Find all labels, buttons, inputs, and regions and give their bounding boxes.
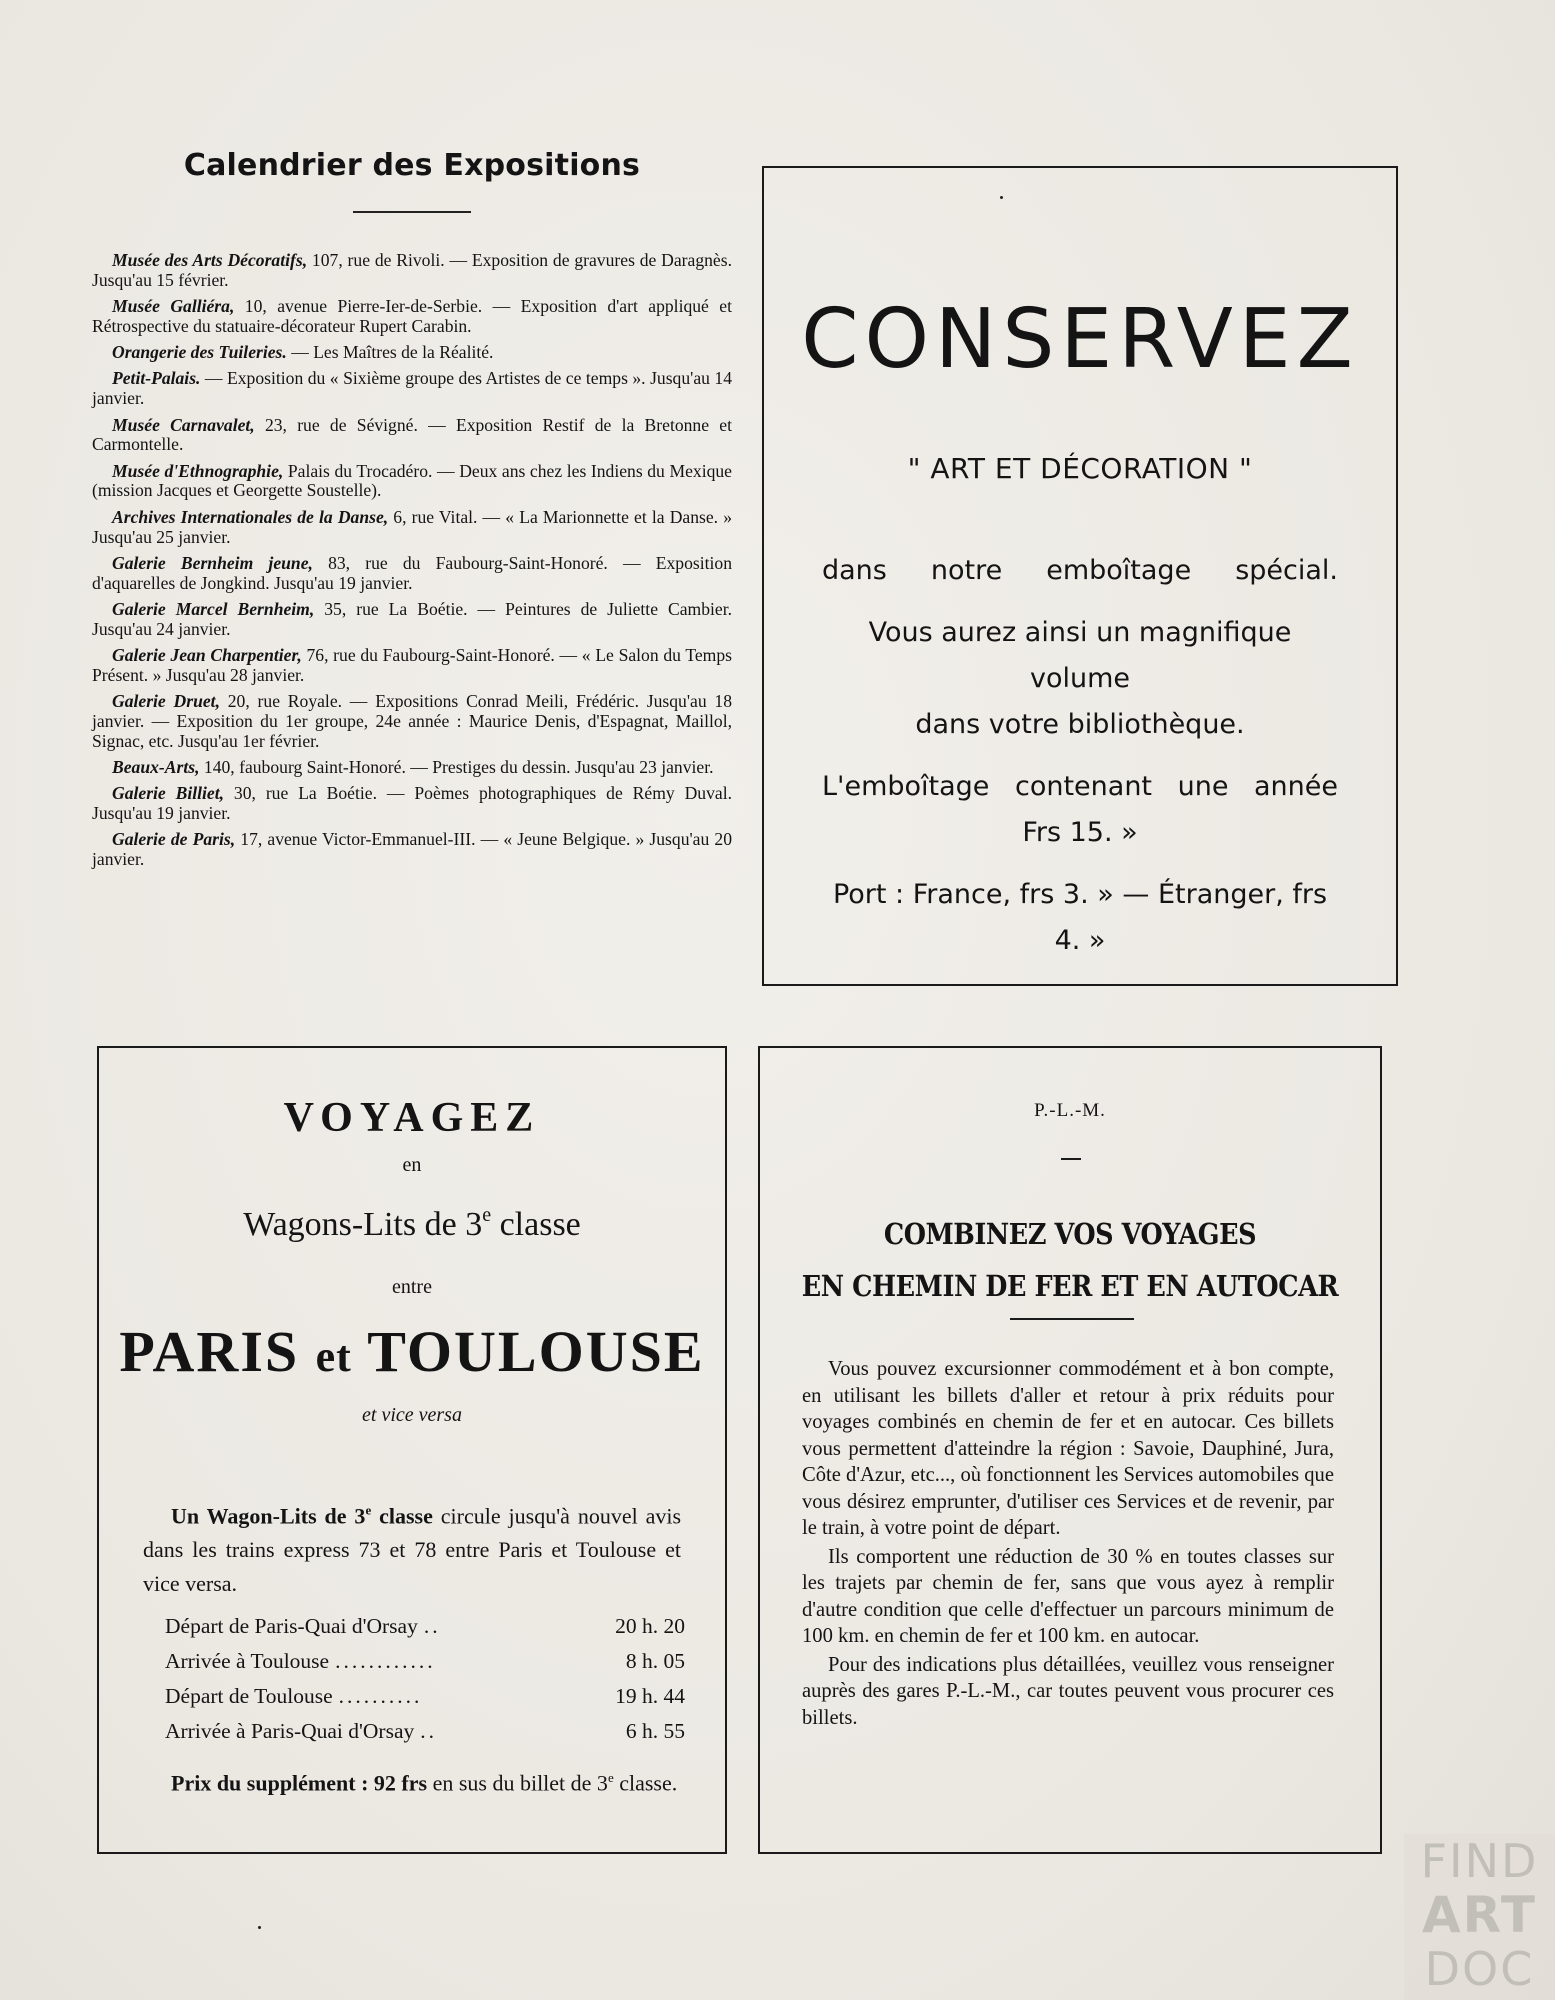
entry-venue: Galerie de Paris, [112, 829, 236, 850]
plm-title-line: COMBINEZ VOS VOYAGES [883, 1217, 1257, 1251]
timetable-label: Départ de Paris-Quai d'Orsay [165, 1614, 418, 1638]
voyagez-description [143, 1494, 681, 1601]
entry-venue: Galerie Bernheim jeune, [112, 552, 313, 573]
wagons-text: Wagons-Lits de 3 [243, 1206, 483, 1243]
conservez-advertisement [762, 166, 1398, 986]
timetable-time: 6 h. 55 [625, 1719, 685, 1743]
calendar-entry [92, 830, 732, 870]
entry-text: 20, rue Royale. — Expositions Conrad Meili, Frédéric. Jusqu'au 18 janvier. — Exposition du 1er groupe, 24e année : Maurice Denis, d'Espagnat, Maillol, Signac, etc. Jusqu'au 1er février. [92, 691, 732, 751]
entry-text: 6, rue Vital. — « La Marionnette et la Danse. » Jusqu'au 25 janvier. [92, 506, 732, 547]
entry-venue: Beaux-Arts, [112, 757, 200, 778]
exhibition-calendar [92, 148, 732, 877]
plm-paragraph: Vous pouvez excursionner commodément et à bon compte, en utilisant les billets d'aller et retour à prix réduits pour voyages combinés en chemin de fer et en autocar. Ces billets vous permettent d'atteindre la région : Savoie, Dauphiné, Jura, Côte d'Azur, etc..., où fonctionnent les Services automobiles que vous désirez emprunter, d'utiliser ces Services et de revenir, par le train, à votre point de départ. [802, 1358, 1334, 1539]
entry-text: 30, rue La Boétie. — Poèmes photographiques de Rémy Duval. Jusqu'au 19 janvier. [92, 783, 732, 824]
entry-venue: Musée d'Ethnographie, [112, 460, 284, 481]
city-paris: PARIS [119, 1319, 300, 1384]
calendar-entry [92, 692, 732, 751]
plm-divider [1010, 1318, 1134, 1320]
watermark-line: DOC [1424, 1942, 1535, 1996]
plm-body [802, 1356, 1334, 1733]
entry-venue: Musée Galliéra, [112, 296, 235, 317]
timetable-label: Départ de Toulouse [165, 1684, 333, 1708]
findartdoc-watermark [1404, 1834, 1555, 2000]
entry-text: 17, avenue Victor-Emmanuel-III. — « Jeune Belgique. » Jusqu'au 20 janvier. [92, 829, 732, 870]
entry-venue: Petit-Palais. [112, 368, 201, 389]
plm-title [797, 1208, 1343, 1312]
ink-speck [258, 1926, 261, 1929]
entry-text: 35, rue La Boétie. — Peintures de Juliette Cambier. Jusqu'au 24 janvier. [92, 598, 732, 639]
ink-speck [1000, 196, 1003, 199]
calendar-entry [92, 554, 732, 594]
timetable-row [165, 1649, 685, 1684]
voyagez-title: VOYAGEZ [283, 1095, 541, 1141]
entry-venue: Galerie Marcel Bernheim, [112, 598, 315, 619]
plm-advertisement [758, 1046, 1382, 1854]
supplement-bold: Prix du supplément : 92 frs [171, 1770, 428, 1796]
timetable-time: 20 h. 20 [615, 1614, 685, 1638]
plm-paragraph: Ils comportent une réduction de 30 % en toutes classes sur les trajets par chemin de fer, sans que vous ayez à remplir d'autre condition que celle d'effectuer un parcours minimum de 100 km. en chemin de fer et 100 km. en autocar. [802, 1545, 1334, 1647]
entry-text: 107, rue de Rivoli. — Exposition de gravures de Daragnès. Jusqu'au 15 février. [92, 250, 732, 290]
entry-text: 10, avenue Pierre-Ier-de-Serbie. — Exposition d'art appliqué et Rétrospective du statuaire-décorateur Rupert Carabin. [92, 296, 732, 336]
calendar-entry [92, 646, 732, 686]
watermark-line: FIND [1420, 1834, 1539, 1888]
conservez-line: Vous aurez ainsi un magnifique volume [868, 617, 1292, 694]
entry-text: Palais du Trocadéro. — Deux ans chez les Indiens du Mexique (mission Jacques et Georgette Soustelle). [92, 460, 732, 501]
voyagez-supplement [143, 1762, 681, 1799]
timetable-leader: .. [420, 1719, 437, 1743]
calendar-divider [353, 211, 471, 213]
supplement-text: en sus du billet de 3 [427, 1770, 608, 1796]
voyagez-cities [99, 1318, 725, 1385]
calendar-entry [92, 369, 732, 409]
calendar-entry [92, 297, 732, 337]
timetable-row [165, 1719, 685, 1754]
timetable-leader: .. [423, 1614, 441, 1638]
calendar-entry [92, 251, 732, 291]
entry-venue: Archives Internationales de la Danse, [112, 506, 389, 527]
calendar-entry [92, 416, 732, 456]
entry-text: — Exposition du « Sixième groupe des Artistes de ce temps ». Jusqu'au 14 janvier. [92, 368, 732, 409]
plm-title-line: EN CHEMIN DE FER ET EN AUTOCAR [801, 1269, 1339, 1303]
entry-venue: Galerie Druet, [112, 691, 220, 712]
entry-venue: Musée Carnavalet, [112, 414, 255, 435]
conservez-line: dans notre emboîtage spécial. [822, 555, 1338, 586]
entry-venue: Musée des Arts Décoratifs, [112, 250, 308, 270]
conservez-line: L'emboîtage contenant une année [822, 771, 1338, 802]
entry-venue: Galerie Jean Charpentier, [112, 645, 302, 666]
calendar-entry [92, 758, 732, 778]
calendar-entry [92, 600, 732, 640]
description-bold: Un Wagon-Lits de 3 [171, 1503, 366, 1529]
conservez-shipping: Port : France, frs 3. » — Étranger, frs 4. » [832, 879, 1328, 956]
plm-heading: P.-L.-M. [1034, 1100, 1106, 1121]
description-bold-end: classe [371, 1503, 433, 1529]
wagons-end: classe [491, 1206, 581, 1243]
wagons-sup: e [482, 1204, 492, 1226]
entry-venue: Galerie Billiet, [112, 783, 225, 804]
timetable-label: Arrivée à Paris-Quai d'Orsay [165, 1719, 415, 1743]
timetable-time: 8 h. 05 [625, 1649, 685, 1673]
timetable-label: Arrivée à Toulouse [165, 1649, 330, 1673]
plm-dash [1061, 1158, 1081, 1160]
plm-paragraph: Pour des indications plus détaillées, veuillez vous renseigner auprès des gares P.-L.-M., car toutes peuvent vous procurer ces billets. [802, 1653, 1334, 1729]
city-toulouse: TOULOUSE [367, 1319, 705, 1384]
timetable-leader: .......... [338, 1684, 423, 1708]
conservez-price: Frs 15. » [1022, 817, 1138, 848]
watermark-line: ART [1421, 1886, 1538, 1944]
conservez-line: dans votre bibliothèque. [915, 709, 1245, 740]
description-text: circule jusqu'à nouvel avis dans les trains express 73 et 78 entre Paris et Toulouse et vice versa. [143, 1503, 682, 1597]
entry-text: 83, rue du Faubourg-Saint-Honoré. — Exposition d'aquarelles de Jongkind. Jusqu'au 19 janvier. [92, 552, 732, 593]
entry-text: 23, rue de Sévigné. — Exposition Restif de la Bretonne et Carmontelle. [92, 414, 732, 455]
conservez-subtitle: " ART ET DÉCORATION " [907, 452, 1253, 485]
voyagez-advertisement [97, 1046, 727, 1854]
description-sup: e [365, 1503, 372, 1518]
entry-text: — Les Maîtres de la Réalité. [286, 342, 494, 363]
entry-text: 76, rue du Faubourg-Saint-Honoré. — « Le Salon du Temps Présent. » Jusqu'au 28 janvier. [92, 645, 732, 685]
calendar-entry [92, 462, 732, 502]
entry-text: 140, faubourg Saint-Honoré. — Prestiges du dessin. Jusqu'au 23 janvier. [199, 757, 714, 778]
city-conjunction: et [315, 1332, 352, 1381]
calendar-list [92, 251, 732, 870]
timetable-leader: ............ [335, 1649, 436, 1673]
calendar-entry [92, 508, 732, 548]
conservez-title: CONSERVEZ [801, 292, 1359, 387]
voyagez-en: en [402, 1154, 422, 1176]
calendar-title: Calendrier des Expositions [183, 148, 641, 183]
calendar-entry [92, 784, 732, 824]
entry-venue: Orangerie des Tuileries. [112, 342, 287, 363]
voyagez-wagons-heading [99, 1204, 725, 1244]
supplement-sup: e [607, 1770, 614, 1785]
voyagez-entre: entre [392, 1276, 432, 1298]
timetable-time: 19 h. 44 [615, 1684, 685, 1708]
calendar-entry [92, 343, 732, 363]
conservez-body [822, 548, 1338, 964]
voyagez-vice-versa: et vice versa [362, 1404, 462, 1426]
timetable-row [165, 1614, 685, 1649]
supplement-end: classe. [613, 1770, 678, 1796]
timetable [165, 1614, 685, 1754]
timetable-row [165, 1684, 685, 1719]
